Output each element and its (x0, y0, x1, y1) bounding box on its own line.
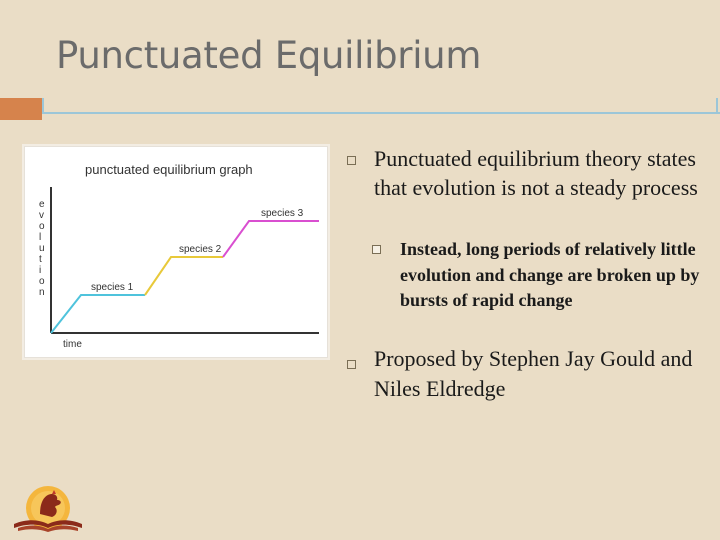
sub-bullet-text: Instead, long periods of relatively little evolution and change are broken up by bursts of rapid change (400, 239, 700, 310)
y-axis-letter: n (39, 287, 45, 298)
title-accent-bar (0, 98, 42, 120)
underline-tick-left (42, 98, 44, 114)
x-axis-label: time (63, 339, 82, 350)
y-axis-letter: o (39, 221, 45, 232)
y-axis-label (39, 199, 45, 298)
y-axis-letter: u (39, 243, 45, 254)
underline-tick-right (716, 98, 718, 114)
y-axis-letter: e (39, 199, 45, 210)
graph-title: punctuated equilibrium graph (85, 162, 253, 177)
species-3-label: species 3 (261, 208, 304, 219)
species-1-label: species 1 (91, 282, 134, 293)
graph-svg (25, 147, 327, 357)
punctuated-equilibrium-graph-image (24, 146, 328, 358)
bullet-square-icon (347, 360, 356, 369)
segment-2-line (145, 257, 223, 295)
bullet-square-icon (347, 156, 356, 165)
y-axis-letter: t (39, 254, 42, 265)
rooster-book-logo-icon (10, 478, 86, 534)
segment-1-line (51, 295, 145, 333)
species-2-label: species 2 (179, 244, 222, 255)
sub-bullet-square-icon (372, 245, 381, 254)
bullet-text: Proposed by Stephen Jay Gould and Niles Eldredge (374, 346, 693, 401)
y-axis-letter: v (39, 210, 44, 221)
y-axis-letter: i (39, 265, 42, 276)
bullet-text: Punctuated equilibrium theory states that evolution is not a steady process (374, 146, 698, 200)
y-axis-letter: l (39, 232, 42, 243)
slide-title: Punctuated Equilibrium (56, 34, 482, 77)
y-axis-letter: o (39, 276, 45, 287)
segment-3-line (223, 221, 319, 257)
title-underline (42, 112, 720, 114)
